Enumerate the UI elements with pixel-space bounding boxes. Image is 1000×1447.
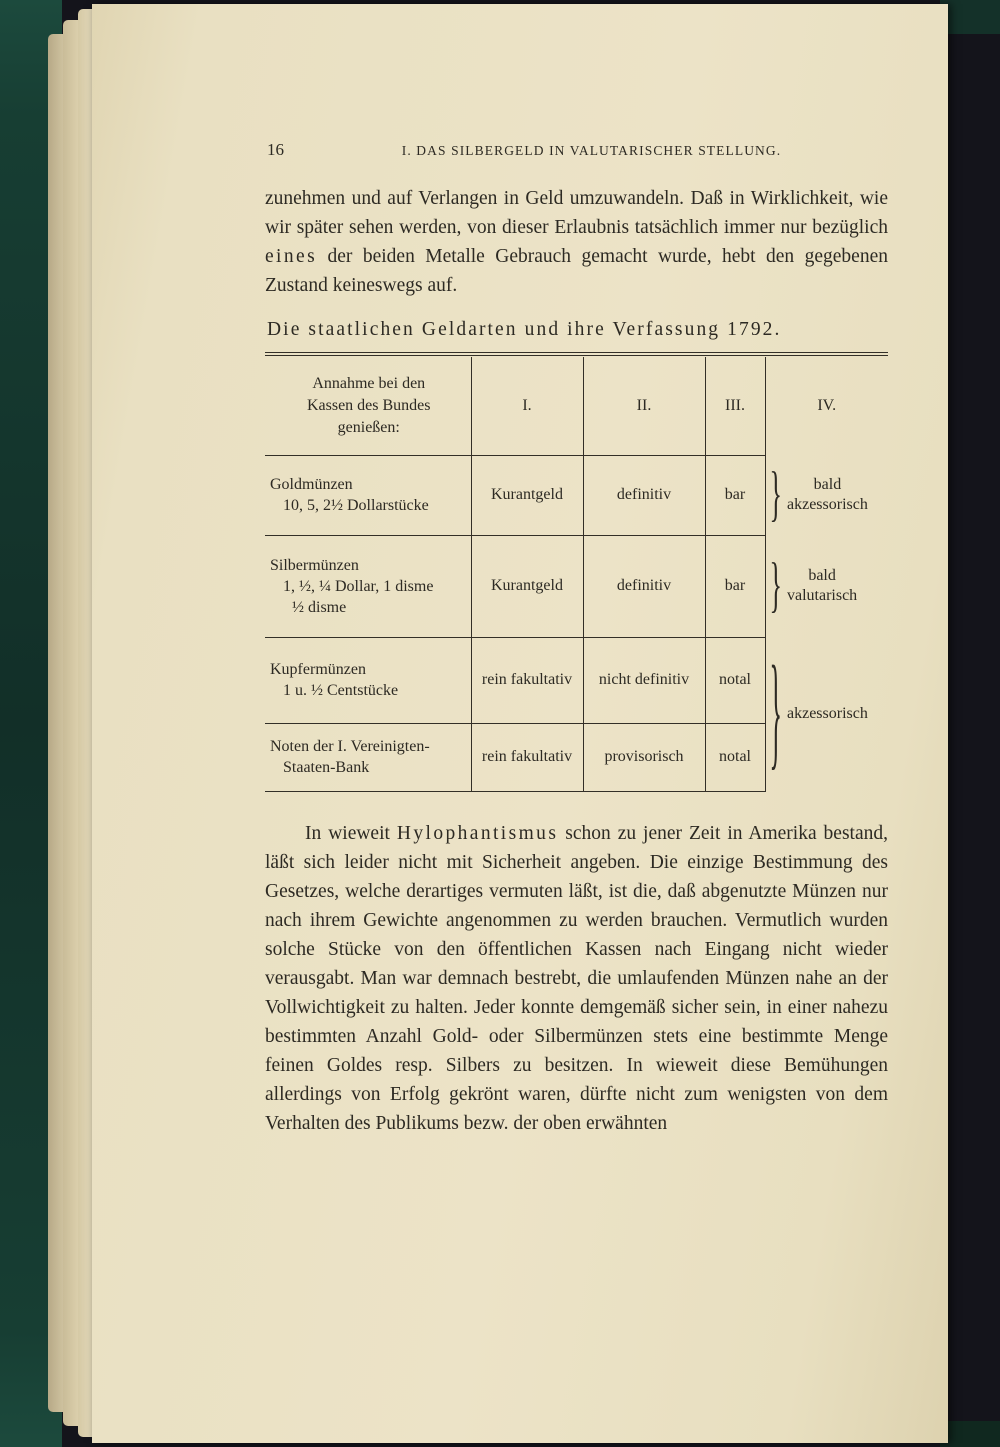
table-row: [265, 455, 888, 535]
currency-table: [265, 357, 888, 792]
page-edge-stack: [63, 20, 79, 1426]
table-header-label-cell: [265, 357, 471, 455]
row-label-goldmuenzen: [265, 455, 471, 535]
cell-value: notal: [705, 723, 765, 791]
cell-value: notal: [705, 637, 765, 723]
paragraph-2-text: schon zu jener Zeit in Amerika bestand, läßt sich leider nicht mit Sicherheit angeben. Die einzige Bestimmung des Gesetzes, welche derartiges vermuten läßt, ist die, daß abgenutzte Münzen nur nach ihrem Gewichte angenommen zu werden brauchen. Vermutlich wurden solche Stücke von den öffentlichen Kassen nach Eingang nicht wieder verausgabt. Man war demnach bestrebt, die umlaufenden Münzen nahe an der Vollwichtigkeit zu halten. Jeder konnte demgemäß sicher sein, in einer nahezu bestimmten Anzahl Gold- oder Silbermünzen stets eine bestimmte Menge feinen Goldes resp. Silbers zu besitzen. In wieweit diese Bemühungen allerdings von Erfolg gekrönt waren, dürfte nicht zum wenigsten von dem Verhalten des Publikums bezw. der oben erwähnten: [265, 822, 888, 1134]
brace-icon: }: [769, 459, 782, 528]
cell-value: rein fakultativ: [471, 723, 583, 791]
row-label-noten: [265, 723, 471, 791]
cell-value: bar: [705, 455, 765, 535]
row-label-line: Noten der I. Vereinigten-: [270, 738, 430, 755]
row-label-line: Goldmünzen: [270, 476, 353, 493]
running-header-title: I. DAS SILBERGELD IN VALUTARISCHER STELLUNG.: [401, 143, 782, 158]
table-row: [265, 535, 888, 637]
table-header-row: [265, 357, 888, 455]
cell-value: bar: [705, 535, 765, 637]
row-label-line: Staaten-Bank: [283, 759, 370, 776]
column-header-II: II.: [583, 357, 705, 455]
group-label: bald akzessorisch: [786, 476, 868, 513]
header-label-line: Annahme bei den: [312, 374, 426, 392]
header-label-line: Kassen des Bundes: [306, 396, 431, 414]
brace-icon: }: [769, 550, 782, 619]
header-label-line: genießen:: [337, 418, 400, 436]
cell-value: Kurantgeld: [471, 455, 583, 535]
paragraph-2-emphasis: Hylophantismus: [396, 822, 559, 844]
cell-value: rein fakultativ: [471, 637, 583, 723]
paragraph-1: [265, 184, 888, 300]
cell-value: definitiv: [583, 535, 705, 637]
row-label-line: Kupfermünzen: [270, 661, 366, 678]
row-label-line: Silbermünzen: [270, 556, 359, 574]
paragraph-2-text: In wieweit: [305, 822, 397, 844]
paragraph-1-text: zunehmen und auf Verlangen in Geld umzuwandeln. Daß in Wirklichkeit, wie wir später sehen werden, von dieser Erlaubnis tatsächlich immer nur bezüglich: [265, 188, 888, 238]
column-header-I: I.: [471, 357, 583, 455]
cell-value: nicht definitiv: [583, 637, 705, 723]
page-edge-stack: [48, 34, 64, 1412]
row-label-kupfermuenzen: [265, 637, 471, 723]
row-label-line: 10, 5, 2½ Dollarstücke: [283, 497, 429, 514]
brace-icon: }: [769, 640, 782, 783]
column-header-IV: IV.: [817, 397, 837, 414]
column-header-III: III.: [705, 357, 765, 455]
group-label: bald valutarisch: [786, 567, 858, 604]
row-label-line: 1, ½, ¼ Dollar, 1 disme: [283, 577, 434, 595]
row-label-line: ½ disme: [292, 598, 347, 616]
table-top-rule: [265, 352, 888, 356]
group-label: akzessorisch: [786, 705, 868, 722]
paragraph-1-emphasis: eines: [265, 246, 318, 267]
paragraph-2: [265, 819, 888, 1138]
page-number: 16: [267, 140, 284, 159]
cell-value: Kurantgeld: [471, 535, 583, 637]
cell-value: provisorisch: [583, 723, 705, 791]
book-cover-bottom-right: [940, 1421, 1000, 1447]
paragraph-1-text: der beiden Metalle Gebrauch gemacht wurde, hebt den gegebenen Zustand keineswegs auf.: [265, 246, 888, 296]
book-cover-top-right: [940, 0, 1000, 34]
row-label-silbermuenzen: [265, 535, 471, 637]
cell-group: [765, 455, 888, 535]
page-edge-stack: [78, 9, 93, 1437]
book-page: [92, 4, 948, 1443]
cell-group: [765, 535, 888, 637]
table-row: [265, 637, 888, 723]
cell-group-span: [765, 637, 888, 791]
row-label-line: 1 u. ½ Centstücke: [283, 682, 399, 699]
running-head: [265, 140, 888, 168]
cell-value: definitiv: [583, 455, 705, 535]
table-heading: Die staatlichen Geldarten und ihre Verfassung 1792.: [267, 319, 782, 340]
